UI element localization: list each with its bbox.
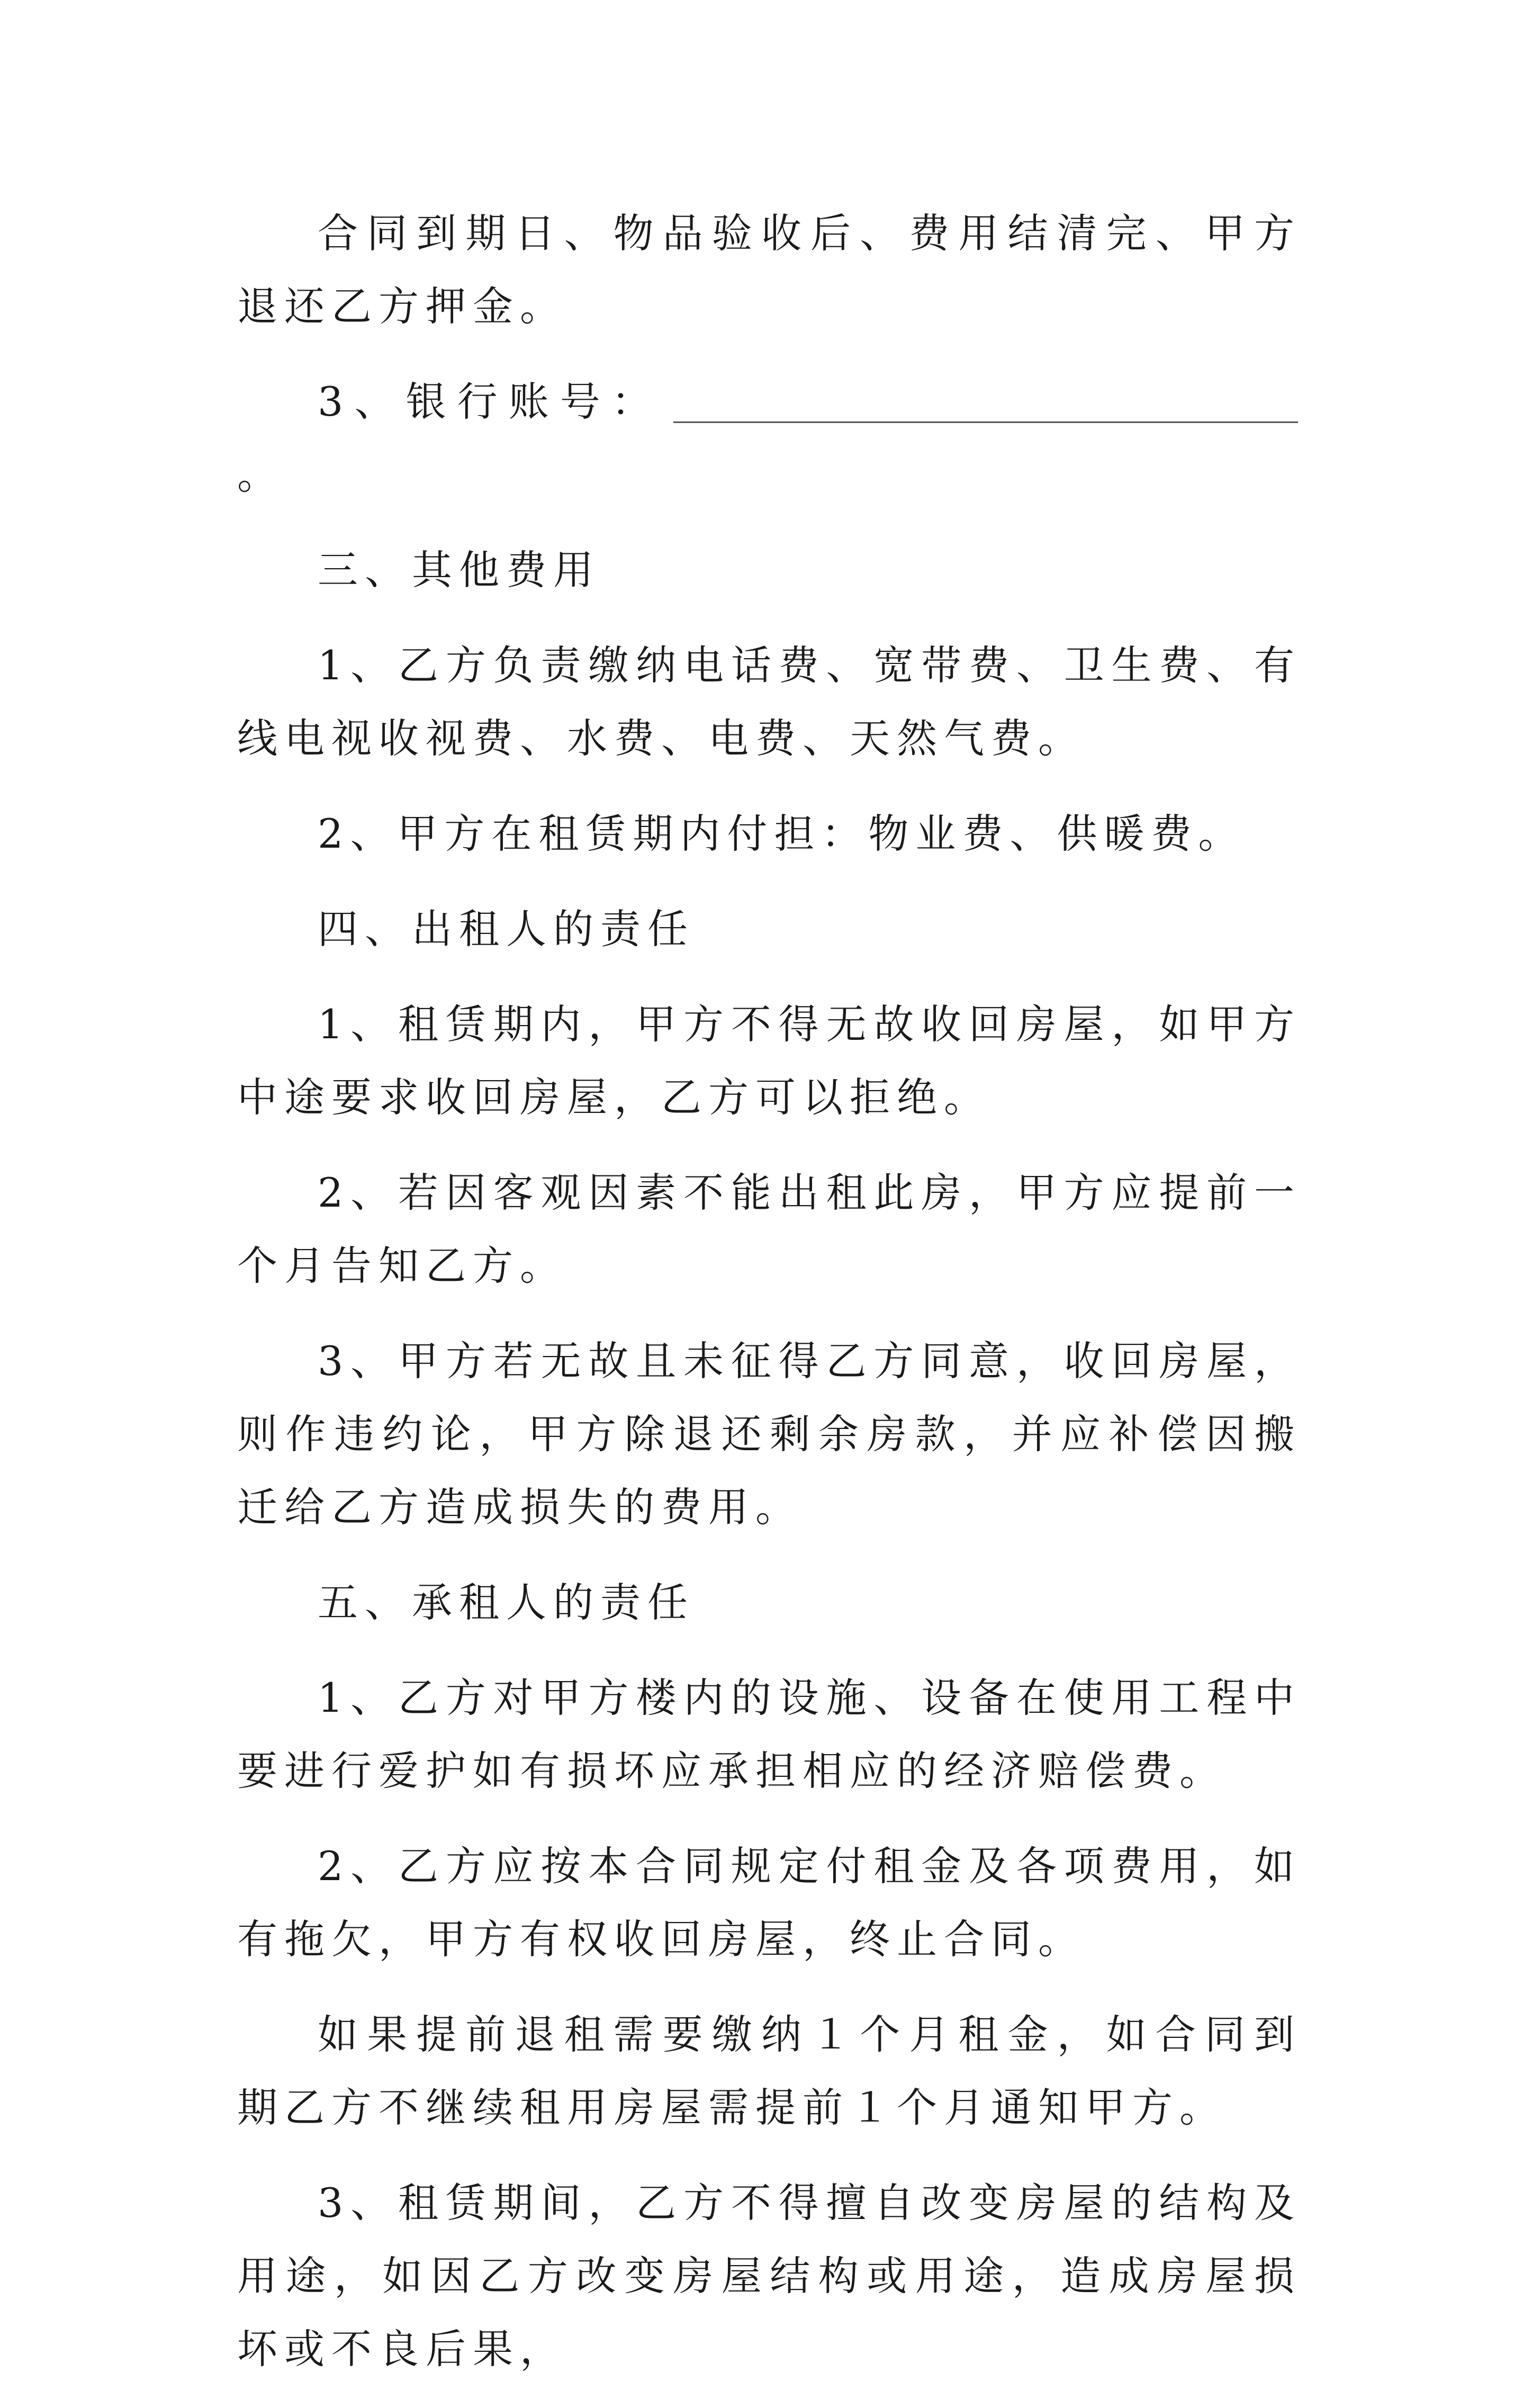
heading-landlord-responsibility: 四、出租人的责任 [318,905,695,953]
paragraph-landlord-notice: 2、若因客观因素不能出租此房，甲方应提前一个月告知乙方。 [237,1169,1301,1289]
paragraph-landlord-no-recall: 1、租赁期内，甲方不得无故收回房屋，如甲方中途要求收回房屋，乙方可以拒绝。 [237,1001,1301,1121]
document-page [237,197,1301,2408]
heading-tenant-responsibility: 五、承租人的责任 [318,1579,695,1626]
paragraph-early-termination: 如果提前退租需要缴纳１个月租金，如合同到期乙方不继续租用房屋需提前１个月通知甲方。 [237,2011,1301,2131]
paragraph-deposit-return: 合同到期日、物品验收后、费用结清完、甲方退还乙方押金。 [237,210,1301,330]
paragraph-bank-account [237,365,1301,511]
bank-account-end: 。 [237,451,284,498]
paragraph-landlord-breach: 3、甲方若无故且未征得乙方同意，收回房屋，则作违约论，甲方除退还剩余房款，并应补偿因搬迁给乙方造成损失的费用。 [237,1337,1301,1531]
paragraph-tenant-care: 1、乙方对甲方楼内的设施、设备在使用工程中要进行爱护如有损坏应承担相应的经济赔偿费。 [237,1674,1301,1794]
bank-account-label: 3、银行账号： [318,378,663,425]
paragraph-landlord-fees: 2、甲方在租赁期内付担：物业费、供暖费。 [318,810,1246,857]
paragraph-tenant-payment: 2、乙方应按本合同规定付租金及各项费用，如有拖欠，甲方有权收回房屋，终止合同。 [237,1843,1301,1963]
paragraph-tenant-fees: 1、乙方负责缴纳电话费、宽带费、卫生费、有线电视收视费、水费、电费、天然气费。 [237,642,1301,762]
heading-other-fees: 三、其他费用 [318,546,600,594]
paragraph-tenant-no-alteration: 3、租赁期间，乙方不得擅自改变房屋的结构及用途，如因乙方改变房屋结构或用途，造成房屋损坏或不良后果， [237,2179,1301,2373]
bank-account-blank-line [673,421,1298,423]
